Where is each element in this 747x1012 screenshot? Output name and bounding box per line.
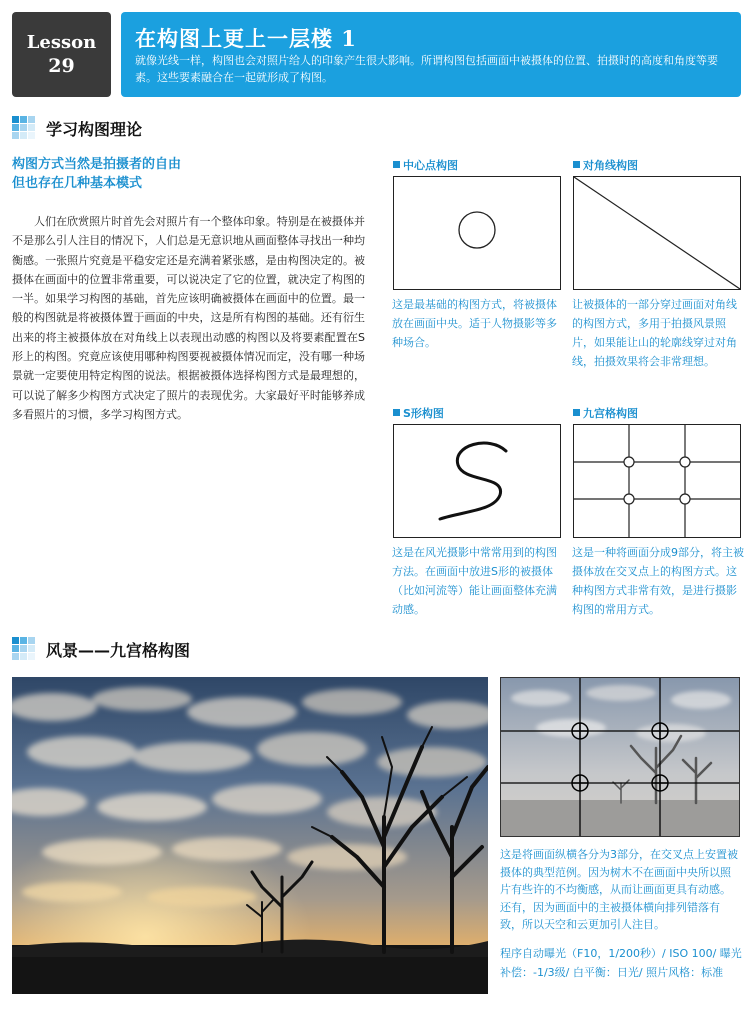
body-text: 人们在欣赏照片时首先会对照片有一个整体印象。特别是在被摄体并不是那么引人注目的情况下，人们总是无意识地从画面整体寻找出一种均衡感。一张照片究竟是平稳安定还是充满着紧张感，是由构图决定的。被摄体在画面中的位置非常重要，可以说决定了它的位置，就决定了构图的一半。如果学习构图的基础，首先应该明确被摄体在画面中的位置。最一般的构图就是将被摄体置于画面的中央，这是所有构图的基础。还有衍生出来的将主被摄体放在对角线上以表现出动感的构图以及将要素配置在S形上的构图。究竟应该使用哪种构图要视被摄体情况而定，没有哪一种场景就一定要使用特定构图的说法。根据被摄体选择构图方式是最理想的，可以说了解多少构图方式决定了照片的表现优劣。大家最好平时能够养成多看照片的习惯，多学习构图方式。	[12, 215, 365, 421]
section-heading-theory	[12, 114, 142, 142]
diagram-caption-nine-grid: 这是一种将画面分成9部分，将主被摄体放在交叉点上的构图方式。这种构图方式非常有效，是进行摄影构图的常用方式。	[572, 546, 744, 616]
square-bullet-icon	[393, 161, 400, 168]
photo-caption: 这是将画面纵横各分为3部分，在交叉点上安置被摄体的典型范例。因为树木不在画面中央所以照片有些许的不均衡感，从而让画面更具有动感。还有，因为画面中的主被摄体横向排列错落有致，所以天空和云更加引人注目。	[500, 848, 738, 932]
diagram-title-center: 中心点构图	[393, 157, 458, 173]
section-title: 风景——九宫格构图	[46, 640, 191, 660]
center-circle-diagram	[394, 177, 560, 289]
diagram-s-curve	[393, 424, 561, 538]
page-title: 在构图上更上一层楼 1	[135, 26, 357, 51]
s-curve-diagram	[394, 425, 560, 537]
diagram-title-nine-grid: 九宫格构图	[573, 405, 638, 421]
landscape-photo	[12, 677, 488, 994]
square-bullet-icon	[573, 161, 580, 168]
nine-grid-diagram	[574, 425, 740, 537]
sunset-trees-illustration	[12, 677, 488, 994]
section-heading-landscape	[12, 635, 190, 663]
lesson-label: Lesson	[26, 32, 97, 53]
lesson-number: 29	[48, 55, 75, 77]
diagram-caption-s-curve: 这是在风光摄影中常常用到的构图方法。在画面中放进S形的被摄体（比如河流等）能让画面整体充满动感。	[392, 546, 557, 616]
lesson-badge	[12, 12, 111, 97]
grid-overlay-illustration	[501, 678, 739, 836]
grid-overlay-photo	[500, 677, 740, 837]
square-bullet-icon	[393, 409, 400, 416]
square-bullet-icon	[573, 409, 580, 416]
diagram-caption-center: 这是最基础的构图方式，将被摄体放在画面中央。适于人物摄影等多种场合。	[392, 298, 557, 349]
section-title: 学习构图理论	[46, 119, 143, 139]
subheading-line-2: 但也存在几种基本模式	[12, 176, 143, 191]
diagram-center	[393, 176, 561, 290]
diagram-title-s-curve: S形构图	[393, 405, 444, 421]
grid-squares-icon	[12, 637, 36, 661]
diagonal-line-diagram	[574, 177, 740, 289]
subheading-line-1: 构图方式当然是拍摄者的自由	[12, 157, 182, 172]
subheading	[12, 155, 181, 193]
exif-settings: 程序自动曝光（F10，1/200秒）/ ISO 100/ 曝光补偿：-1/3级/ 白平衡：日光/ 照片风格：标准	[500, 947, 742, 979]
diagram-caption-diagonal: 让被摄体的一部分穿过画面对角线的构图方式，多用于拍摄风景照片，如果能让山的轮廓线穿过对角线，拍摄效果将会非常理想。	[572, 298, 737, 368]
diagram-diagonal	[573, 176, 741, 290]
diagram-nine-grid	[573, 424, 741, 538]
diagram-title-diagonal: 对角线构图	[573, 157, 638, 173]
grid-squares-icon	[12, 116, 36, 140]
title-banner	[121, 12, 741, 97]
page-description: 就像光线一样，构图也会对照片给人的印象产生很大影响。所谓构图包括画面中被摄体的位置、拍摄时的高度和角度等要素。这些要素融合在一起就形成了构图。	[135, 54, 718, 84]
